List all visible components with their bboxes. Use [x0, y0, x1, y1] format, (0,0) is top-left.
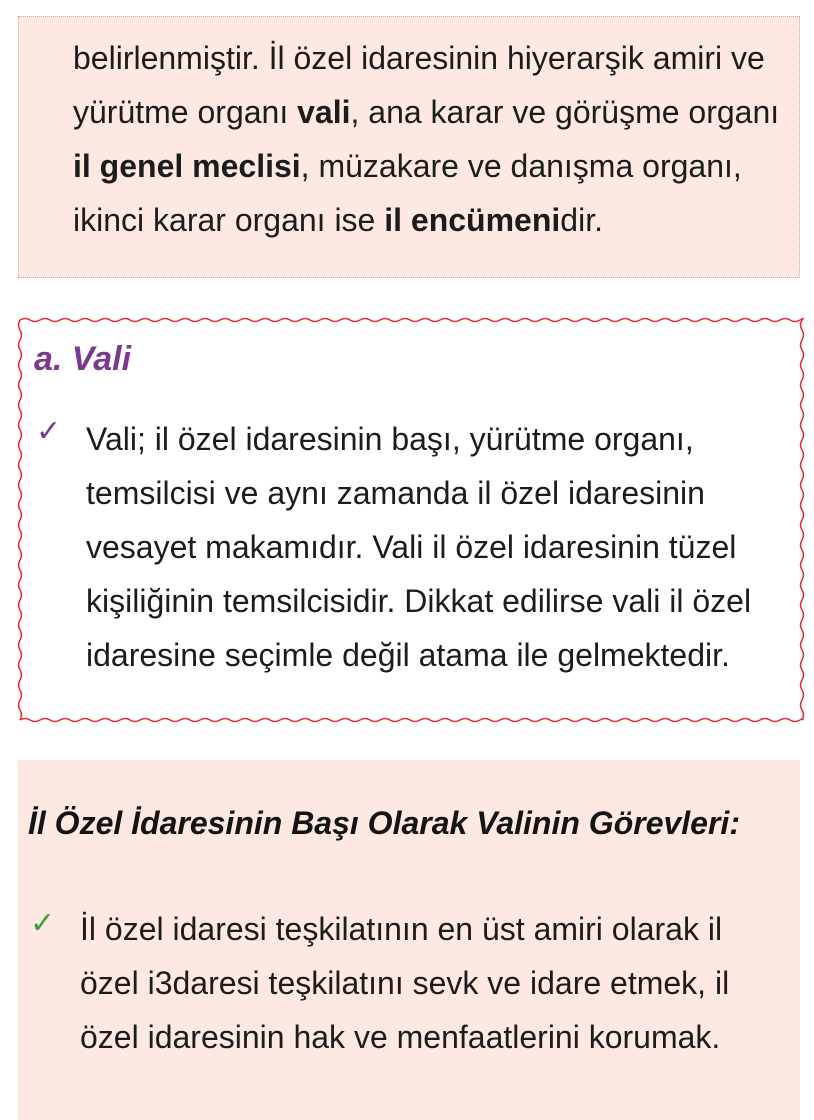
- wavy-border-left: [19, 320, 22, 720]
- bold-term: il genel meclisi: [73, 148, 301, 184]
- duties-box: [18, 760, 800, 1120]
- vali-heading: a. Vali: [34, 340, 132, 378]
- bold-term: vali: [297, 94, 351, 130]
- check-icon: ✓: [36, 415, 62, 448]
- text-segment: dir.: [560, 202, 603, 238]
- text-segment: , ana karar ve görüşme organı: [350, 94, 780, 130]
- wavy-border-top: [20, 319, 803, 322]
- duties-bullet-text: İl özel idaresi teşkilatının en üst amiri olarak il özel i3daresi teşkilatını sevk ve idare etmek, il özel idaresinin hak ve menfaatlerini korumak.: [80, 911, 730, 1055]
- wavy-border-bottom: [20, 719, 803, 722]
- text-segment: belirlenmiştir. İl özel idaresinin hiyerarşik amiri ve yürütme organı: [73, 40, 765, 130]
- bold-term: il encümeni: [384, 202, 561, 238]
- intro-box: [18, 16, 800, 278]
- vali-bullet-text: Vali; il özel idaresinin başı, yürütme organı, temsilcisi ve aynı zamanda il özel idaresinin vesayet makamıdır. Vali il özel idaresinin tüzel kişiliğinin temsilcisidir. Dikkat edilirse vali il özel idaresine seçimle değil atama ile gelmektedir.: [86, 421, 752, 673]
- duties-heading: İl Özel İdaresinin Başı Olarak Valinin Görevleri:: [28, 805, 740, 841]
- vali-box: [16, 316, 806, 724]
- text-segment: , müzakare ve danışma organı, ikinci karar organı ise: [73, 148, 742, 238]
- wavy-border-right: [801, 320, 804, 720]
- intro-paragraph: [73, 31, 793, 247]
- check-icon: ✓: [30, 907, 56, 940]
